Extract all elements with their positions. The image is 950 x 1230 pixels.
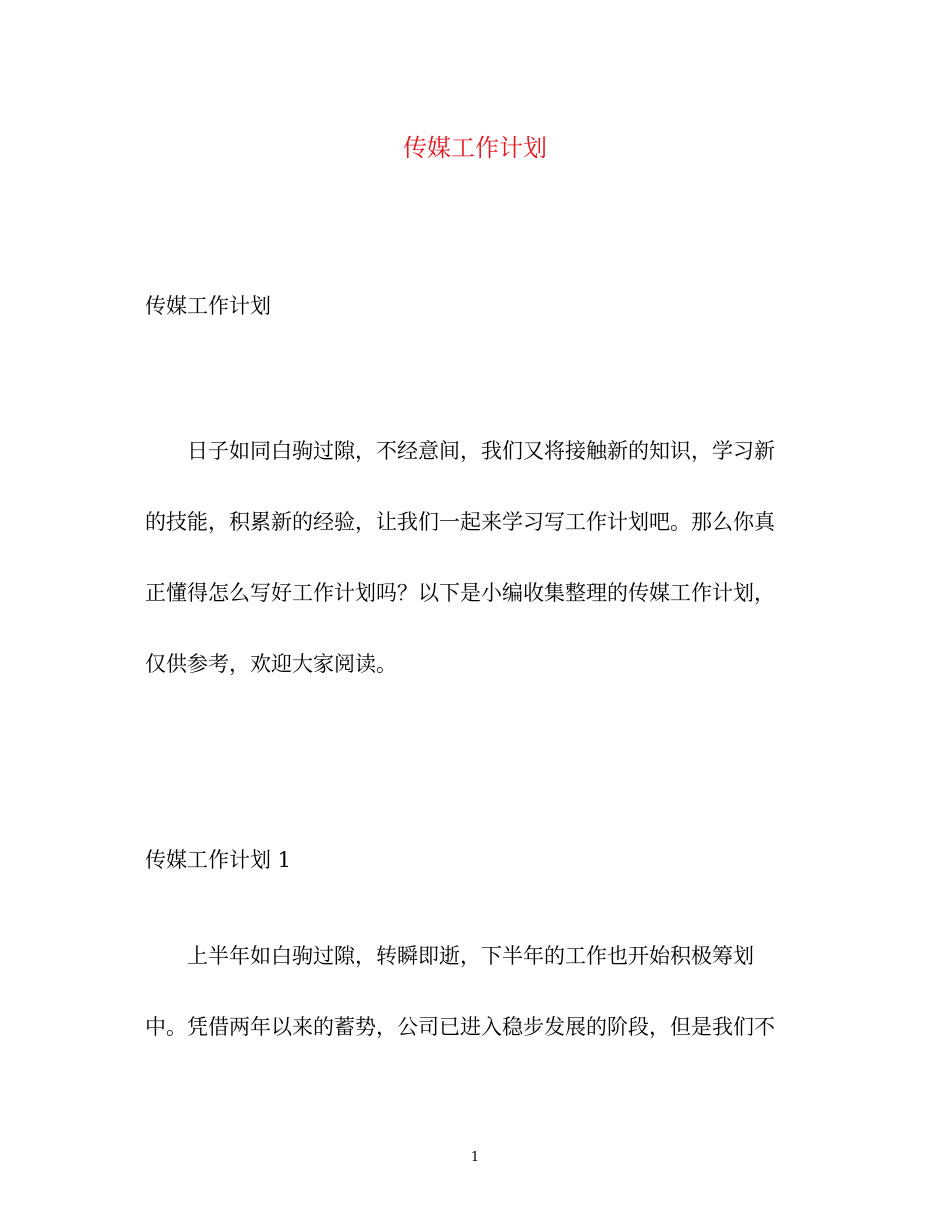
intro-line: 的技能，积累新的经验，让我们一起来学习写工作计划吧。那么你真 <box>145 510 775 534</box>
intro-line: 仅供参考，欢迎大家阅读。 <box>145 652 397 676</box>
intro-line: 日子如同白驹过隙，不经意间，我们又将接触新的知识，学习新 <box>187 439 775 463</box>
section1-heading: 传媒工作计划 1 <box>145 848 292 872</box>
section1-line: 中。凭借两年以来的蓄势，公司已进入稳步发展的阶段，但是我们不 <box>145 1015 775 1039</box>
document-title: 传媒工作计划 <box>403 134 547 162</box>
section1-line: 上半年如白驹过隙，转瞬即逝，下半年的工作也开始积极筹划 <box>187 944 754 968</box>
page-number: 1 <box>470 1150 480 1165</box>
section-heading: 传媒工作计划 <box>145 294 271 318</box>
intro-line: 正懂得怎么写好工作计划吗？以下是小编收集整理的传媒工作计划， <box>145 581 775 605</box>
